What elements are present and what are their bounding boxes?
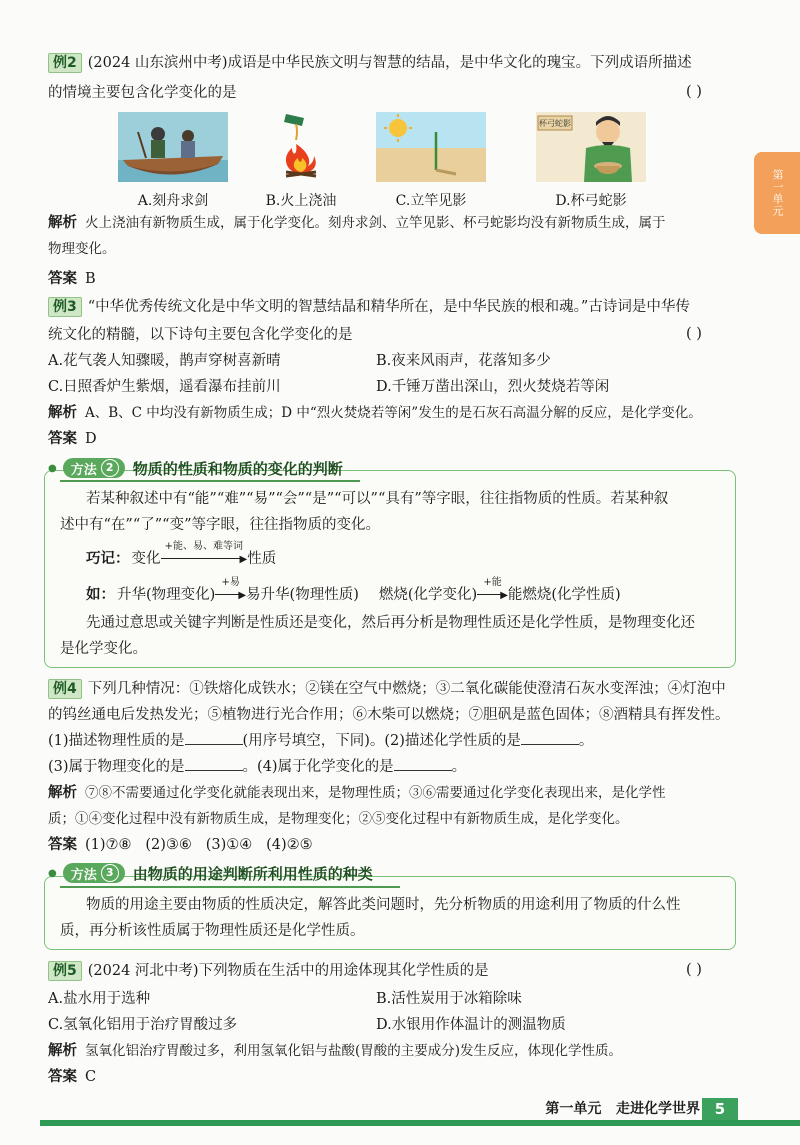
ex2-analysis-line1: 解析 火上浇油有新物质生成，属于化学变化。刻舟求剑、立竿见影、杯弓蛇影均没有新物质生成，属于 (48, 215, 666, 231)
method2-p2b: 是化学变化。 (60, 641, 147, 657)
ex4-analysis-line2: 质；①④变化过程中没有新物质生成，是物理变化；②⑤变化过程中有新物质生成，是化学变化。 (48, 811, 629, 827)
method2-example: 如： 升华(物理变化) +易 ▶易升华(物理性质) 燃烧(化学变化) +能 ▶能燃烧(化学性质) (86, 584, 621, 608)
caption-b: B.火上浇油 (265, 193, 337, 209)
ex3-line2: 统文化的精髓，以下诗句主要包含化学变化的是 (48, 327, 353, 343)
cup-snake-image (536, 112, 646, 182)
footer-rule (40, 1120, 800, 1126)
footer-unit-title: 第一单元 走进化学世界 (545, 1101, 700, 1117)
ex2-line2: 的情境主要包含化学变化的是 (48, 85, 237, 101)
ex3-option-d: D.千锤万凿出深山，烈火焚烧若等闲 (376, 379, 610, 395)
ex4-q2: (3)属于物理变化的是 。(4)属于化学变化的是 。 (48, 756, 466, 778)
ex5-option-d: D.水银用作体温计的测温物质 (376, 1017, 566, 1033)
method2-title: 物质的性质和物质的变化的判断 (132, 459, 343, 478)
ex5-paren: ( ) (686, 962, 702, 978)
ex4-answer: 答案 (1)⑦⑧ (2)③⑥ (3)①④ (4)②⑤ (48, 837, 313, 853)
answer-blank (185, 730, 243, 745)
ex3-option-b: B.夜来风雨声，花落知多少 (376, 353, 551, 369)
ex2-line1: 例2 (2024 山东滨州中考)成语是中华民族文明与智慧的结晶，是中华文化的瑰宝。下列成语所描述 (48, 52, 692, 74)
unit-side-tab: 第一单元 (754, 152, 800, 234)
ex4-line2: 的钨丝通电后发热发光；⑤植物进行光合作用；⑥木柴可以燃烧；⑦胆矾是蓝色固体；⑧酒精具有挥发性。 (48, 707, 730, 723)
method3-title: 由物质的用途判断所利用性质的种类 (132, 864, 373, 883)
analysis-label: 解析 (48, 215, 77, 231)
bullet-icon: ● (48, 462, 57, 474)
answer-blank (521, 730, 579, 745)
method2-underline (60, 480, 360, 482)
ex3-answer: 答案 D (48, 431, 97, 447)
method2-tip: 巧记： 变化 +能、易、难等词 ▶性质 (86, 548, 276, 572)
ex4-analysis-line1: 解析 ⑦⑧不需要通过化学变化就能表现出来，是物理性质；③⑥需要通过化学变化表现出来，是化学性 (48, 785, 666, 801)
ex3-paren: ( ) (686, 326, 702, 342)
ex2-tag: 例2 (48, 53, 82, 73)
answer-blank (185, 756, 243, 771)
method2-p2a: 先通过意思或关键字判断是性质还是变化，然后再分析是物理性质还是化学性质，是物理变化还 (86, 615, 695, 631)
ex3-line1: 例3 “中华优秀传统文化是中华文明的智慧结晶和精华所在，是中华民族的根和魂。”古诗词是中华传 (48, 296, 690, 318)
caption-a: A.刻舟求剑 (137, 193, 209, 209)
bullet-icon: ● (48, 867, 57, 879)
cup-snake-label: 杯弓蛇影 (539, 119, 571, 128)
caption-c: C.立竿见影 (395, 193, 467, 209)
page-number: 5 (702, 1098, 738, 1120)
ex2-answer: 答案 B (48, 271, 96, 287)
method2-header (48, 457, 343, 479)
ex4-tag: 例4 (48, 679, 82, 699)
ex3-tag: 例3 (48, 297, 82, 317)
method2-p1b: 述中有“在”“了”“变”等字眼，往往指物质的变化。 (60, 517, 380, 533)
ex5-answer: 答案 C (48, 1069, 97, 1085)
ex2-analysis-line2: 物理变化。 (48, 241, 116, 257)
method3-underline (60, 886, 400, 888)
boat-scene-image (118, 112, 228, 182)
ex5-tag: 例5 (48, 961, 82, 981)
method3-pill: 方法 3 (63, 863, 125, 883)
method2-p1a: 若某种叙述中有“能”“难”“易”“会”“是”“可以”“具有”等字眼，往往指物质的性质。若某种叙 (86, 491, 669, 507)
ex5-analysis: 解析 氢氧化铝治疗胃酸过多，利用氢氧化铝与盐酸(胃酸的主要成分)发生反应，体现化学性质。 (48, 1043, 623, 1059)
sun-pole-image (376, 112, 486, 182)
method3-p1b: 质，再分析该性质属于物理性质还是化学性质。 (60, 923, 365, 939)
ex5-line1: 例5 (2024 河北中考)下列物质在生活中的用途体现其化学性质的是 (48, 960, 489, 982)
method3-p1a: 物质的用途主要由物质的性质决定，解答此类问题时，先分析物质的用途利用了物质的什么性 (86, 897, 681, 913)
answer-blank (394, 756, 452, 771)
ex2-paren: ( ) (686, 84, 702, 100)
method2-pill: 方法 2 (63, 458, 125, 478)
ex5-option-b: B.活性炭用于冰箱除味 (376, 991, 522, 1007)
caption-d: D.杯弓蛇影 (555, 193, 627, 209)
arrow-icon: +易 ▶ (215, 584, 246, 608)
ex4-line1: 例4 下列几种情况：①铁熔化成铁水；②镁在空气中燃烧；③二氧化碳能使澄清石灰水变浑浊；④灯泡中 (48, 678, 726, 700)
ex3-option-a: A.花气袭人知骤暖，鹊声穿树喜新晴 (48, 353, 281, 369)
arrow-icon: +能 ▶ (477, 584, 508, 608)
method3-header (48, 862, 373, 884)
fire-oil-image (246, 112, 356, 182)
ex3-option-c: C.日照香炉生紫烟，遥看瀑布挂前川 (48, 379, 281, 395)
ex5-option-c: C.氢氧化铝用于治疗胃酸过多 (48, 1017, 238, 1033)
answer-label: 答案 (48, 271, 77, 287)
ex5-option-a: A.盐水用于选种 (48, 991, 151, 1007)
arrow-icon: +能、易、难等词 ▶ (161, 548, 248, 572)
ex3-analysis: 解析 A、B、C 中均没有新物质生成；D 中“烈火焚烧若等闲”发生的是石灰石高温分解的反应，是化学变化。 (48, 405, 702, 421)
ex4-q1: (1)描述物理性质的是 (用序号填空，下同)。(2)描述化学性质的是 。 (48, 730, 593, 752)
